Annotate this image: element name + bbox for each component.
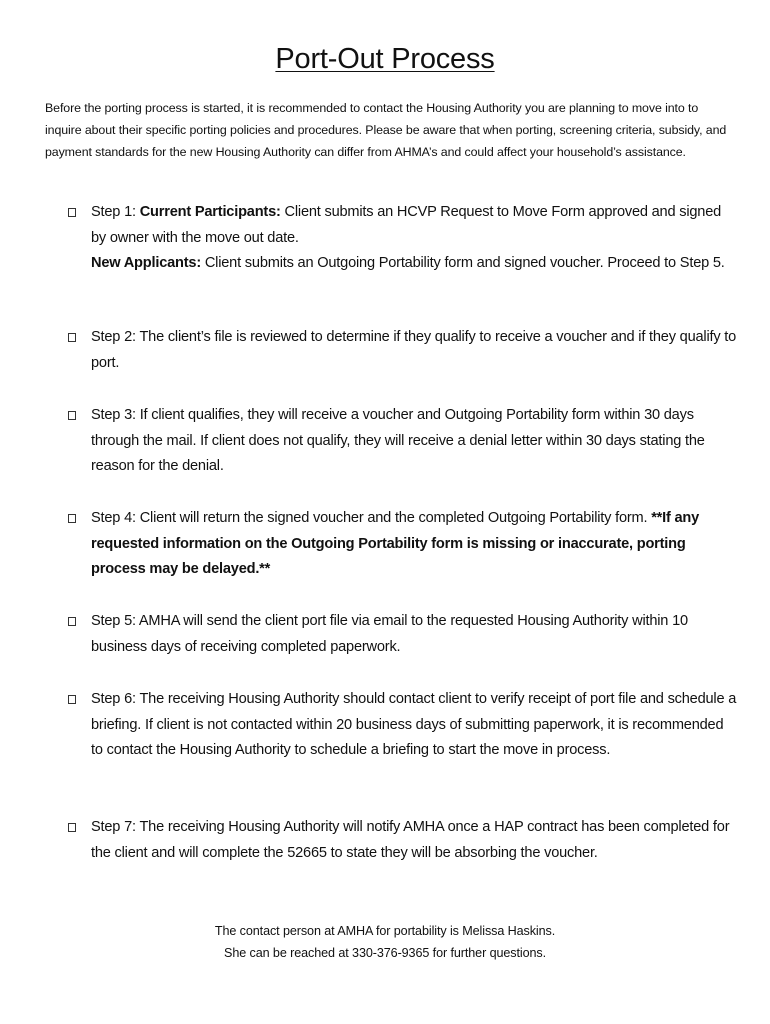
footer-line-1: The contact person at AMHA for portability is Melissa Haskins. bbox=[214, 924, 556, 938]
step-1-prefix: Step 1: bbox=[91, 204, 140, 220]
step-2-text: Step 2: The client’s file is reviewed to determine if they qualify to receive a voucher and if they qualify to port. bbox=[91, 329, 737, 371]
step-6 bbox=[68, 687, 738, 815]
checkbox-icon[interactable] bbox=[68, 823, 76, 832]
step-3-text: Step 3: If client qualifies, they will receive a voucher and Outgoing Portability form within 30 days through the mail. If client does not qualify, they will receive a denial letter within 30 days stating the reason for the denial. bbox=[91, 407, 705, 475]
step-5 bbox=[68, 609, 738, 687]
checkbox-icon[interactable] bbox=[68, 695, 76, 704]
step-4-warning: **If any requested information on the Outgoing Portability form is missing or inaccurate, porting process may be delayed.** bbox=[91, 510, 700, 578]
step-3 bbox=[68, 403, 738, 506]
step-1-current-label: Current Participants: bbox=[139, 204, 281, 220]
checkbox-icon[interactable] bbox=[68, 333, 76, 342]
step-1-current-line bbox=[91, 200, 738, 251]
step-1-new-label: New Applicants: bbox=[91, 255, 201, 272]
step-1-new-line bbox=[91, 251, 738, 277]
steps-list bbox=[68, 200, 738, 893]
checkbox-icon[interactable] bbox=[68, 617, 76, 626]
step-1-current-text: Client submits an HCVP Request to Move Form approved and signed by owner with the move out date. bbox=[91, 204, 722, 246]
footer-line-2: She can be reached at 330-376-9365 for further questions. bbox=[224, 946, 546, 960]
contact-footer bbox=[0, 920, 770, 964]
step-5-text: Step 5: AMHA will send the client port file via email to the requested Housing Authority within 10 business days of receiving completed paperwork. bbox=[91, 613, 688, 655]
page-title: Port-Out Process bbox=[275, 43, 495, 75]
step-4 bbox=[68, 506, 738, 609]
checkbox-icon[interactable] bbox=[68, 514, 76, 523]
step-1-new-text: Client submits an Outgoing Portability form and signed voucher. Proceed to Step 5. bbox=[200, 255, 725, 272]
step-2 bbox=[68, 325, 738, 403]
step-6-text: Step 6: The receiving Housing Authority should contact client to verify receipt of port file and schedule a briefing. If client is not contacted within 20 business days of submitting paperwork, it is recommended to contact the Housing Authority to schedule a briefing to start the move in process. bbox=[91, 691, 737, 759]
step-1 bbox=[68, 200, 738, 325]
step-7 bbox=[68, 815, 738, 893]
checkbox-icon[interactable] bbox=[68, 208, 76, 217]
step-4-text: Step 4: Client will return the signed voucher and the completed Outgoing Portability form. bbox=[91, 510, 652, 526]
step-7-text: Step 7: The receiving Housing Authority will notify AMHA once a HAP contract has been completed for the client and will complete the 52665 to state they will be absorbing the voucher. bbox=[91, 819, 730, 861]
intro-paragraph: Before the porting process is started, it is recommended to contact the Housing Authority you are planning to move into to inquire about their specific porting policies and procedures. Please be aware that when porting, screening criteria, subsidy, and payment standards for the new Housing Authority can differ from AHMA’s and could affect your household’s assistance. bbox=[45, 101, 727, 159]
checkbox-icon[interactable] bbox=[68, 411, 76, 420]
